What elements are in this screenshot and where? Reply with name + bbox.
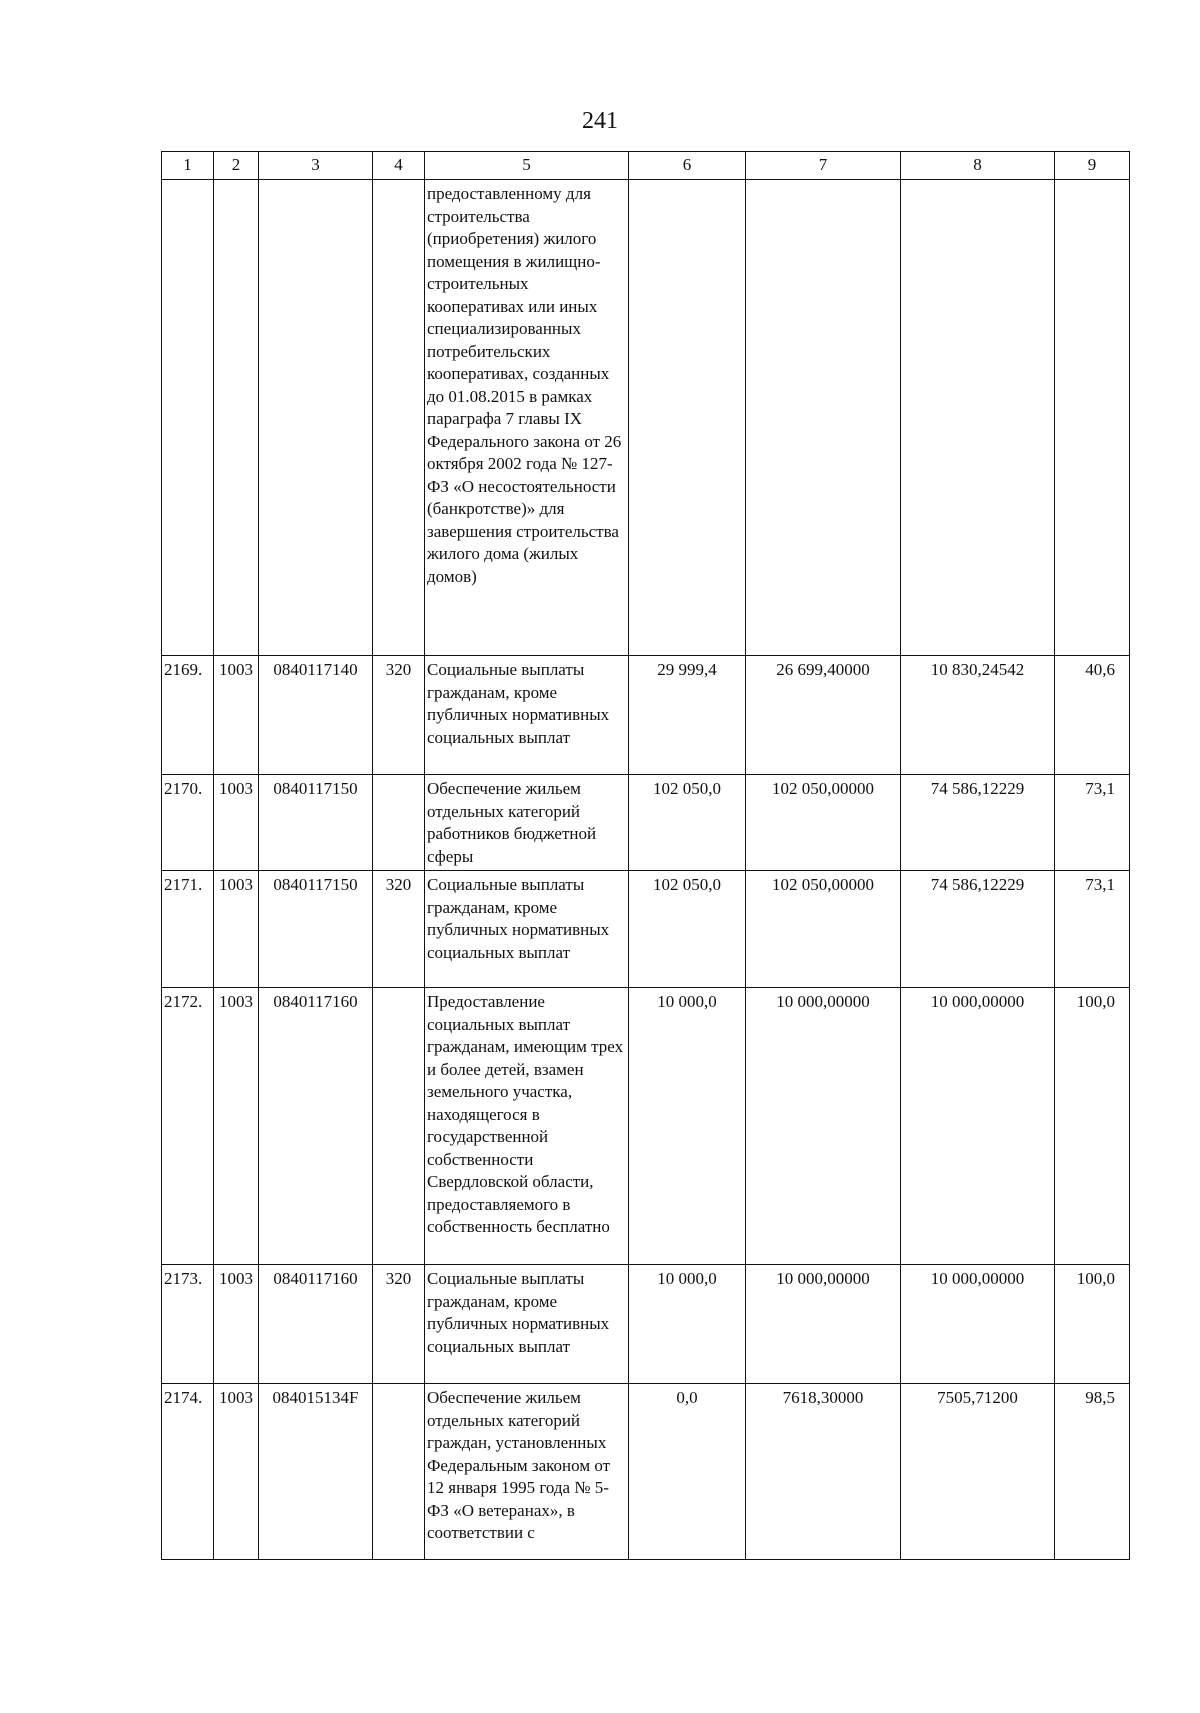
table-row (162, 180, 1130, 656)
value-col7-cell: 102 050,00000 (746, 775, 901, 871)
percent-cell: 73,1 (1055, 775, 1130, 871)
expense-kind-cell (373, 988, 425, 1265)
value-col8-cell (901, 180, 1055, 656)
table-row (162, 775, 1130, 871)
table-row (162, 1384, 1130, 1560)
value-col6-cell: 102 050,0 (629, 775, 746, 871)
table-row (162, 656, 1130, 775)
table-row (162, 1265, 1130, 1384)
column-header: 1 (162, 152, 214, 180)
name-cell: Предоставление социальных выплат гражданам, имеющим трех и более детей, взамен земельного участка, находящегося в государственной собственности Свердловской области, предоставляемого в собственность бесплатно (425, 988, 629, 1265)
value-col8-cell: 10 830,24542 (901, 656, 1055, 775)
value-col7-cell: 26 699,40000 (746, 656, 901, 775)
target-code-cell: 0840117140 (259, 656, 373, 775)
value-col8-cell: 74 586,12229 (901, 871, 1055, 988)
section-code-cell: 1003 (214, 871, 259, 988)
name-cell: предоставленному для строительства (приобретения) жилого помещения в жилищно-строительных кооперативах или иных специализированных потребительских кооперативах, созданных до 01.08.2015 в рамках параграфа 7 главы IX Федерального закона от 26 октября 2002 года № 127-ФЗ «О несостоятельности (банкротстве)» для завершения строительства жилого дома (жилых домов) (425, 180, 629, 656)
name-cell: Социальные выплаты гражданам, кроме публичных нормативных социальных выплат (425, 656, 629, 775)
expense-kind-cell (373, 775, 425, 871)
column-header: 5 (425, 152, 629, 180)
value-col7-cell: 7618,30000 (746, 1384, 901, 1560)
name-cell: Обеспечение жильем отдельных категорий граждан, установленных Федеральным законом от 12 января 1995 года № 5-ФЗ «О ветеранах», в соответствии с (425, 1384, 629, 1560)
column-header: 6 (629, 152, 746, 180)
section-code-cell: 1003 (214, 988, 259, 1265)
budget-table (161, 151, 1130, 1560)
row-number-cell (162, 180, 214, 656)
column-header: 8 (901, 152, 1055, 180)
percent-cell: 100,0 (1055, 1265, 1130, 1384)
expense-kind-cell: 320 (373, 871, 425, 988)
row-number-cell: 2172. (162, 988, 214, 1265)
column-header: 9 (1055, 152, 1130, 180)
expense-kind-cell (373, 1384, 425, 1560)
value-col6-cell: 102 050,0 (629, 871, 746, 988)
row-number-cell: 2169. (162, 656, 214, 775)
value-col8-cell: 10 000,00000 (901, 1265, 1055, 1384)
page-number: 241 (582, 108, 618, 134)
percent-cell: 40,6 (1055, 656, 1130, 775)
row-number-cell: 2171. (162, 871, 214, 988)
target-code-cell: 0840117160 (259, 1265, 373, 1384)
value-col7-cell (746, 180, 901, 656)
percent-cell: 73,1 (1055, 871, 1130, 988)
value-col6-cell: 0,0 (629, 1384, 746, 1560)
column-header: 4 (373, 152, 425, 180)
expense-kind-cell: 320 (373, 1265, 425, 1384)
name-cell: Социальные выплаты гражданам, кроме публичных нормативных социальных выплат (425, 1265, 629, 1384)
row-number-cell: 2173. (162, 1265, 214, 1384)
value-col6-cell: 29 999,4 (629, 656, 746, 775)
target-code-cell: 0840117150 (259, 871, 373, 988)
target-code-cell: 084015134F (259, 1384, 373, 1560)
value-col7-cell: 102 050,00000 (746, 871, 901, 988)
percent-cell: 98,5 (1055, 1384, 1130, 1560)
section-code-cell: 1003 (214, 656, 259, 775)
value-col6-cell: 10 000,0 (629, 988, 746, 1265)
row-number-cell: 2174. (162, 1384, 214, 1560)
table-row (162, 988, 1130, 1265)
value-col8-cell: 10 000,00000 (901, 988, 1055, 1265)
target-code-cell (259, 180, 373, 656)
expense-kind-cell (373, 180, 425, 656)
target-code-cell: 0840117150 (259, 775, 373, 871)
section-code-cell: 1003 (214, 1384, 259, 1560)
percent-cell: 100,0 (1055, 988, 1130, 1265)
row-number-cell: 2170. (162, 775, 214, 871)
header-row (162, 152, 1130, 180)
table-row (162, 871, 1130, 988)
expense-kind-cell: 320 (373, 656, 425, 775)
value-col7-cell: 10 000,00000 (746, 1265, 901, 1384)
value-col7-cell: 10 000,00000 (746, 988, 901, 1265)
value-col8-cell: 7505,71200 (901, 1384, 1055, 1560)
column-header: 7 (746, 152, 901, 180)
section-code-cell: 1003 (214, 1265, 259, 1384)
name-cell: Обеспечение жильем отдельных категорий работников бюджетной сферы (425, 775, 629, 871)
target-code-cell: 0840117160 (259, 988, 373, 1265)
section-code-cell: 1003 (214, 775, 259, 871)
value-col8-cell: 74 586,12229 (901, 775, 1055, 871)
name-cell: Социальные выплаты гражданам, кроме публичных нормативных социальных выплат (425, 871, 629, 988)
value-col6-cell (629, 180, 746, 656)
column-header: 3 (259, 152, 373, 180)
percent-cell (1055, 180, 1130, 656)
section-code-cell (214, 180, 259, 656)
column-header: 2 (214, 152, 259, 180)
value-col6-cell: 10 000,0 (629, 1265, 746, 1384)
